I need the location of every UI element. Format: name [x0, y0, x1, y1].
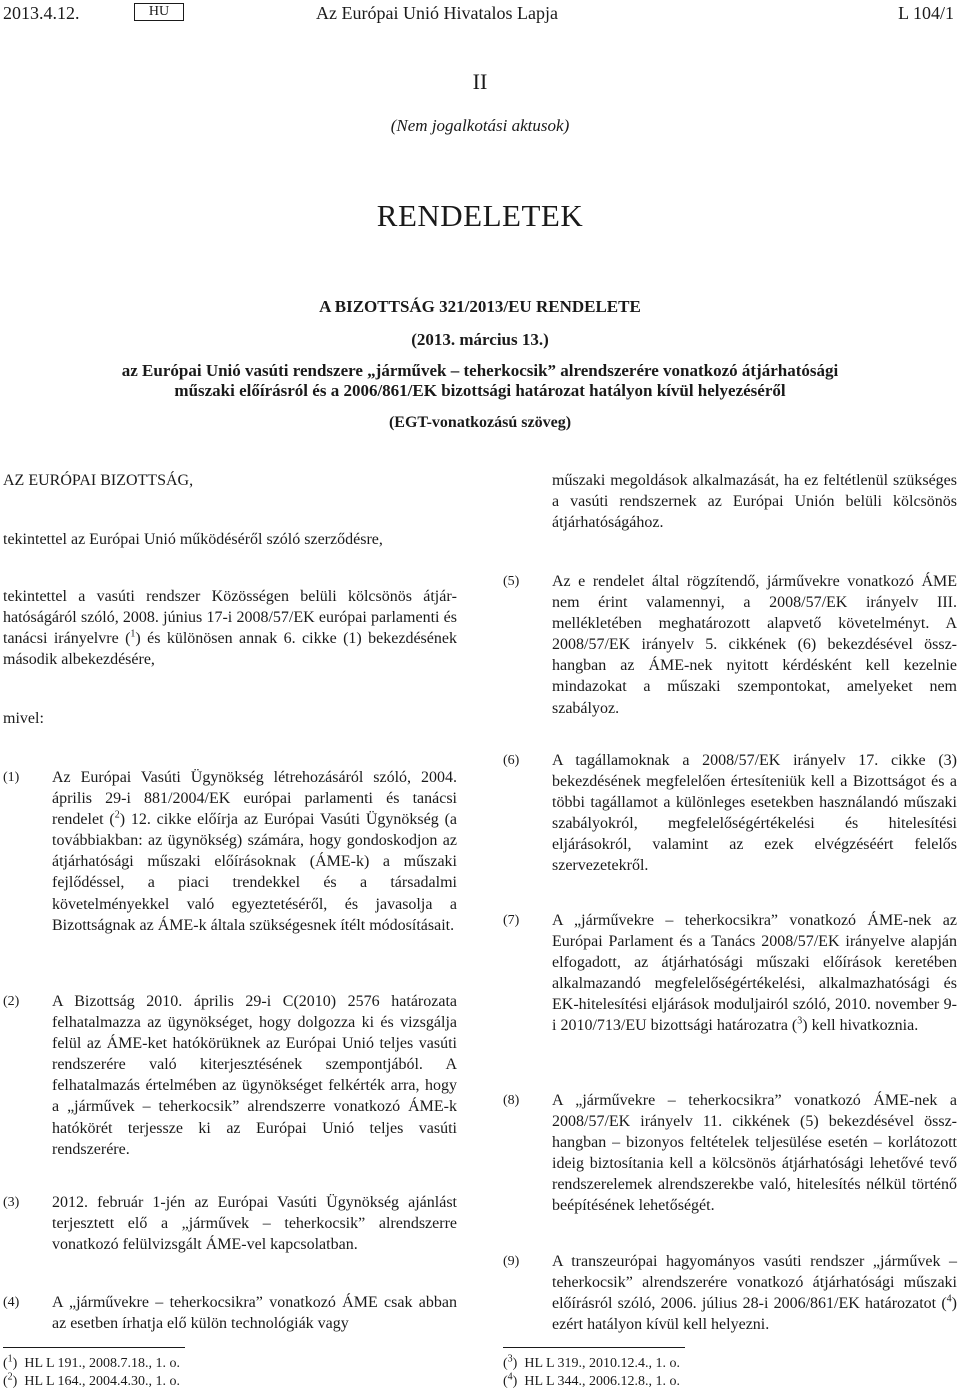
recital-number: (9)	[503, 1254, 520, 1269]
journal-title: Az Európai Unió Hivatalos Lapja	[316, 3, 558, 23]
recital-text: A tagállamoknak a 2008/57/EK irányelv 17. cikke (3) bekezdésének megfelelően értesíteniük kell a Bizottságot és a többi tagállamot a különleges esetekben használandó műszaki szabályokról, megfelelőségértékelési és hitelesítési eljárásokról, valamint az ezek elvégzéséért felelős szervezetekről.	[552, 752, 957, 875]
recital-text: A „járművekre – teherkocsikra” vonatkozó ÁME-nek a 2008/57/EK irányelv 11. cikkének (5) bekezdésével összhangban – bizonyos feltételek teljesülése esetén – korlátozott ideig biztosítania kell a kölcsönös átjárhatósági lehetővé tevő rendszerelemek alrendszerekbe való, hitelesítés nélkül történő beépítésének lehetőségét.	[552, 1092, 957, 1215]
recital-4-continuation: műszaki megoldások alkalmazását, ha ez feltétlenül szükséges a vasúti rendszernek az Európai Unión belüli kölcsönös átjárhatóságához.	[552, 472, 957, 532]
preamble-authority: AZ EURÓPAI BIZOTTSÁG,	[3, 472, 194, 489]
recital-number: (7)	[503, 913, 520, 928]
recital-number: (2)	[3, 994, 20, 1009]
header-date: 2013.4.12.	[3, 3, 80, 23]
recital-number: (4)	[3, 1295, 20, 1310]
footnote: ($^3$) HL L 319., 2010.12.4., 1. o.	[503, 1353, 681, 1371]
footnote: ($^2$) HL L 164., 2004.4.30., 1. o.	[3, 1371, 181, 1389]
footnote: ($^1$) HL L 191., 2008.7.18., 1. o.	[3, 1353, 181, 1371]
recital-text: A „járművekre – teherkocsikra” vonatkozó ÁME csak abban az esetben írhatja elő külön technológiák vagy	[52, 1294, 457, 1333]
part-number: II	[472, 69, 488, 94]
footnote-ref: 4	[946, 1293, 952, 1305]
recital-text: Az Európai Vasúti Ügynökség létrehozásáról szóló, 2004. április 29-i 881/2004/EK európai parlamenti és tanácsi rendelet ($^2$) 12. cikke előírja az Európai Vasúti Ügynökség (a továbbiakban: az ügynökség) számára, hogy gondoskodjon az átjárhatósági műszaki előírásoknak (ÁME-k) a műszaki fejlődéssel, a piaci trendekkel és a társadalmi követelményekkel való egyeztetéséről, és javasolja a Bizottságnak az ÁME-k általa szükségesnek ítélt módosításait.	[52, 769, 458, 934]
recital-text: A Bizottság 2010. április 29-i C(2010) 2576 határozata felhatalmazza az ügynökséget, hogy dolgozza ki és vizsgálja felül az ÁME-ket hatókörüknek az Európai Unió teljes vasúti rendszerére való kiterjesztésének szempontjából. A felhatalmazás értelmében az ügynökséget felkérték arra, hogy a „járművek – teherkocsik” alrendszerre vonatkozó ÁME-k hatókörét terjessze ki az Európai Unió teljes vasúti rendszerére.	[52, 993, 457, 1158]
recital-text: Az e rendelet által rögzítendő, járművekre vonatkozó ÁME nem érint valamennyi, a 2008/57/EK irányelv III. mellékletében meghatározott alapvető követelményt. A 2008/57/EK irányelv 5. cikkének (6) bekezdésével összhangban az ÁME-nek nyitott kérdésként kell kezelnie mindazokat a műszaki szempontokat, amelyeket nem szabályoz.	[552, 573, 957, 717]
citation-directive: tekintettel a vasúti rendszer Közösségen belüli kölcsönös átjárhatóságáról szóló, 2008. június 17-i 2008/57/EK európai parlamenti és tanácsi irányelvre ($^1$) és különösen annak 6. cikke (1) bekezdésének második albekezdésére,	[3, 588, 457, 669]
regulation-date: (2013. március 13.)	[411, 330, 549, 349]
recital-number: (8)	[503, 1093, 520, 1108]
recital-number: (3)	[3, 1195, 20, 1210]
whereas: mivel:	[3, 710, 44, 727]
recital-text: A transzeurópai hagyományos vasúti rendszer „járművek – teherkocsik” alrendszerére vonatkozó átjárhatósági műszaki előírásról szóló, 2006. július 28-i 2006/861/EK határozatot ($^4$) ezért hatályon kívül kell helyezni.	[552, 1253, 957, 1334]
footnote-divider	[3, 1347, 185, 1348]
eea-relevance: (EGT-vonatkozású szöveg)	[388, 414, 572, 431]
footnote-ref: 1	[130, 628, 136, 640]
recital-number: (5)	[503, 574, 520, 589]
footnote: ($^4$) HL L 344., 2006.12.8., 1. o.	[503, 1371, 681, 1389]
footnote-ref: 2	[114, 809, 120, 821]
regulation-title: A BIZOTTSÁG 321/2013/EU RENDELETE	[319, 297, 641, 316]
citation-treaty: tekintettel az Európai Unió működéséről szóló szerződésre,	[3, 531, 383, 548]
part-subtitle: (Nem jogalkotási aktusok)	[390, 116, 570, 135]
page-reference: L 104/1	[898, 3, 954, 23]
regulation-subject-line-1: az Európai Unió vasúti rendszere „járművek – teherkocsik” alrendszerére vonatkozó átjárhatósági	[121, 361, 839, 380]
language-badge: HU	[134, 3, 184, 21]
footnote-ref: 3	[797, 1016, 803, 1028]
recital-text: A „járművekre – teherkocsikra” vonatkozó ÁME-nek az Európai Parlament és a Tanács 2008/57/EK irányelve alapján elfogadott, az átjárhatósági műszaki előírások keretében alkalmazandó megfelelőségértékelési, alkalmazhatósági és EK-hitelesítési eljárások moduljairól szóló, 2010. november 9-i 2010/713/EU bizottsági határozatra ($^3$) kell hivatkoznia.	[552, 912, 957, 1035]
footnote-divider	[503, 1347, 685, 1348]
recital-number: (1)	[3, 770, 20, 785]
regulation-subject-line-2: műszaki előírásról és a 2006/861/EK bizottsági határozat hatályon kívül helyezéséről	[174, 381, 786, 400]
recital-text: 2012. február 1-jén az Európai Vasúti Ügynökség ajánlást terjesztett elő a „járművek – teherkocsik” alrendszerre vonatkozó felülvizsgált ÁME-vel kapcsolatban.	[52, 1194, 457, 1254]
recital-number: (6)	[503, 753, 520, 768]
section-title: RENDELETEK	[376, 198, 584, 233]
